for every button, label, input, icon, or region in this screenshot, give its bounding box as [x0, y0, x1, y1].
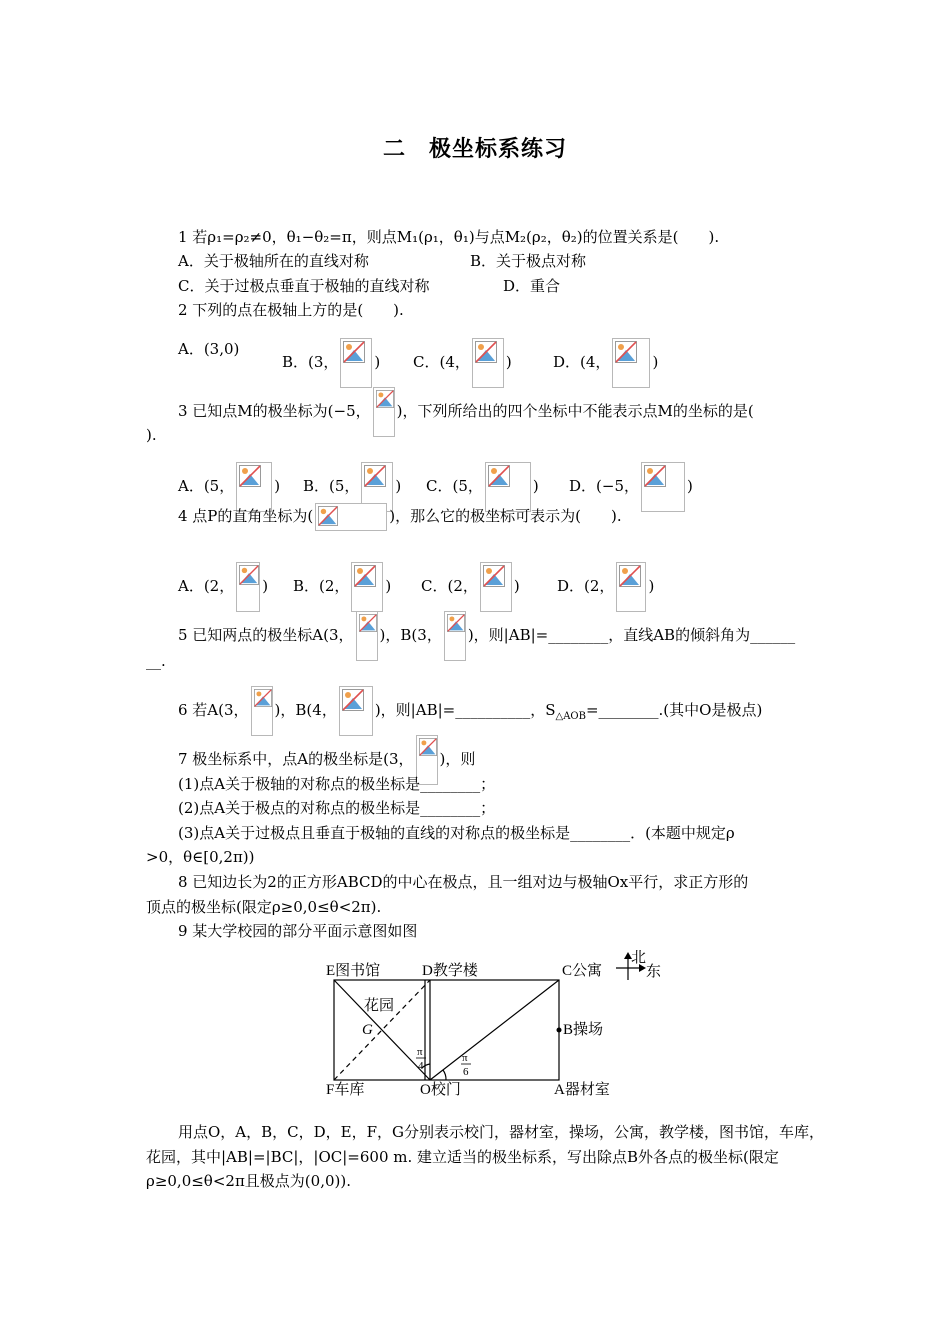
label-b: B操场: [563, 1022, 604, 1038]
label-g: G: [362, 1022, 373, 1038]
label-e: E图书馆: [326, 963, 381, 979]
pi-over-6-label: [461, 1052, 471, 1078]
q1-option-d: D．重合: [503, 277, 561, 295]
q2-option-b: B．(3， ): [282, 338, 380, 388]
label-o: O校门: [420, 1082, 461, 1098]
label-east: 东: [646, 964, 662, 980]
q7-part-3-end: >0，θ∈[0,2π)): [146, 848, 255, 866]
broken-image-icon: [315, 503, 387, 531]
q7-part-2: (2)点A关于极点的对称点的极坐标是________；: [178, 799, 496, 817]
label-d: D教学楼: [422, 963, 478, 979]
q8-line-1: 8 已知边长为2的正方形ABCD的中心在极点，且一组对边与极轴Ox平行，求正方形的: [178, 873, 749, 891]
q9-stem: 9 某大学校园的部分平面示意图如图: [178, 922, 418, 940]
label-garden: 花园: [364, 998, 395, 1014]
q4-option-c: C．(2， ): [421, 562, 520, 612]
q9-line-2: 花园，其中|AB|=|BC|，|OC|=600 m. 建立适当的极坐标系，写出除点B外各点的极坐标(限定: [146, 1148, 779, 1166]
q9-line-3: ρ≥0,0≤θ<2π且极点为(0,0)).: [146, 1172, 351, 1190]
q2-option-c: C．(4， ): [413, 338, 512, 388]
broken-image-icon: [356, 611, 378, 661]
point-b-dot: [557, 1028, 562, 1033]
angle-arc-pi6: [443, 1070, 446, 1080]
q7-part-3: (3)点A关于过极点且垂直于极轴的直线的对称点的极坐标是________．(本题中规定ρ: [178, 824, 735, 842]
broken-image-icon: [641, 462, 685, 512]
broken-image-icon: [373, 387, 395, 437]
broken-image-icon: [616, 562, 646, 612]
svg-text:6: 6: [463, 1066, 469, 1078]
broken-image-icon: [340, 338, 372, 388]
q4-stem: 4 点P的直角坐标为( )，那么它的极坐标可表示为( ).: [178, 503, 622, 531]
line-oc: [430, 980, 559, 1080]
q3-option-b: B．(5， ): [303, 462, 401, 512]
label-north: 北: [631, 950, 647, 966]
q4-option-a: A．(2， ): [178, 562, 268, 612]
broken-image-icon: [480, 562, 512, 612]
label-c: C公寓: [562, 963, 603, 979]
broken-image-icon: [339, 686, 373, 736]
q2-option-a: A．(3,0): [178, 340, 240, 358]
label-f: F车库: [326, 1082, 365, 1098]
broken-image-icon: [472, 338, 504, 388]
q1-stem: 1 若ρ₁=ρ₂≠0，θ₁−θ₂=π，则点M₁(ρ₁，θ₁)与点M₂(ρ₂，θ₂)的位置关系是( ).: [178, 228, 720, 246]
q1-option-c: C．关于过极点垂直于极轴的直线对称: [178, 277, 430, 295]
q1-option-a: A．关于极轴所在的直线对称: [178, 252, 369, 270]
q1-option-b: B．关于极点对称: [470, 252, 587, 270]
svg-text:4: 4: [418, 1060, 424, 1072]
q6-stem: 6 若A(3， )，B(4， )，则|AB|=__________，$S_{\triangle AOB}=\_\_\_\_\_\_\_\_$.(其中O是极点): [178, 686, 762, 736]
q5-stem: 5 已知两点的极坐标A(3， )，B(3， )，则|AB|=________，直线AB的倾斜角为______: [178, 611, 795, 661]
q3-option-a: A．(5， ): [178, 462, 280, 512]
q3-option-c: C．(5， ): [426, 462, 539, 512]
q7-stem: 7 极坐标系中，点A的极坐标是(3， )，则: [178, 735, 475, 785]
q3-option-d: D．(−5， ): [569, 462, 693, 512]
q3-stem: 3 已知点M的极坐标为(−5， )，下列所给出的四个坐标中不能表示点M的坐标的是(: [178, 387, 754, 437]
q4-option-b: B．(2， ): [293, 562, 391, 612]
q8-line-2: 顶点的极坐标(限定ρ≥0,0≤θ<2π).: [146, 898, 382, 916]
broken-image-icon: [351, 562, 383, 612]
q3-stem-end: ).: [146, 426, 157, 444]
broken-image-icon: [612, 338, 650, 388]
q5-stem-end: __.: [146, 652, 166, 670]
q4-option-d: D．(2， ): [557, 562, 654, 612]
svg-text:π: π: [417, 1046, 423, 1058]
q2-stem: 2 下列的点在极轴上方的是( ).: [178, 301, 404, 319]
broken-image-icon: [251, 686, 273, 736]
campus-map-figure: [318, 950, 668, 1104]
broken-image-icon: [236, 562, 260, 612]
q9-line-1: 用点O，A，B，C，D，E，F，G分别表示校门，器材室，操场，公寓，教学楼，图书馆，车库，: [178, 1123, 825, 1141]
q7-part-1: (1)点A关于极轴的对称点的极坐标是________；: [178, 775, 496, 793]
broken-image-icon: [444, 611, 466, 661]
q2-option-d: D．(4， ): [553, 338, 658, 388]
svg-text:π: π: [462, 1052, 468, 1064]
page-title: 二 极坐标系练习: [382, 136, 567, 162]
label-a: A器材室: [554, 1082, 610, 1098]
